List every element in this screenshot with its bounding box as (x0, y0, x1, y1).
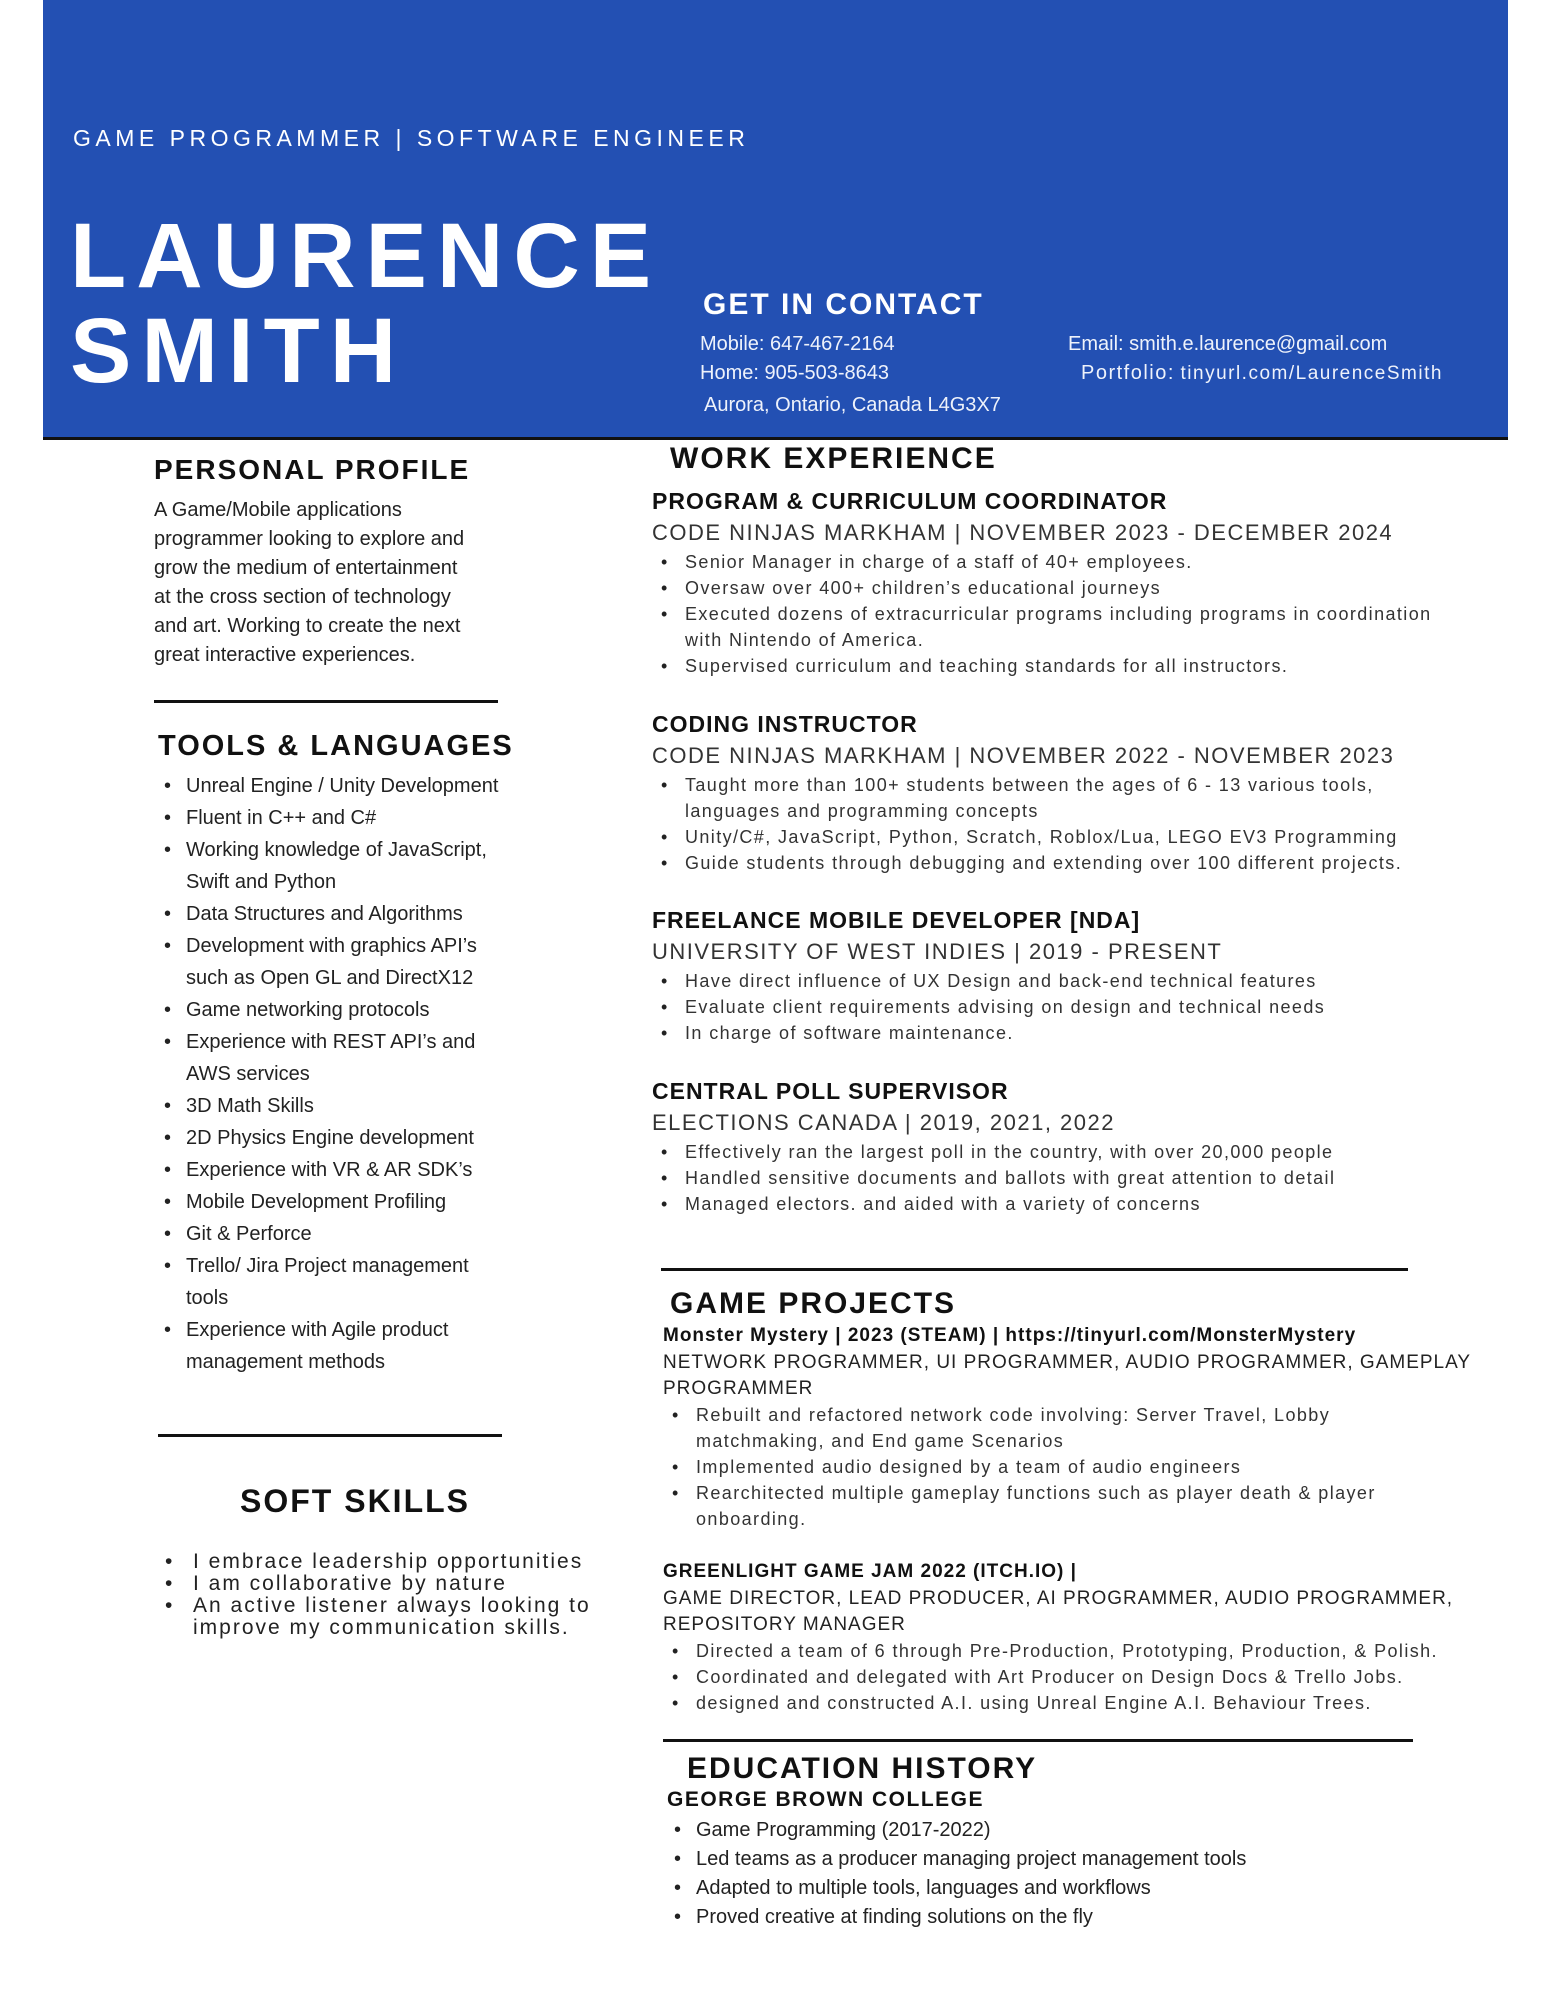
profile-line: at the cross section of technology (154, 586, 451, 608)
address: Aurora, Ontario, Canada L4G3X7 (704, 394, 1001, 416)
list-item: • Mobile Development Profiling (156, 1186, 536, 1218)
list-item: • Working knowledge of JavaScript, Swift and Python (156, 834, 536, 898)
list-item: • Unity/C#, JavaScript, Python, Scratch, Roblox/Lua, LEGO EV3 Programming (651, 824, 1501, 850)
list-item: • An active listener always looking to improve my communication skills. (163, 1595, 623, 1639)
list-item: • I embrace leadership opportunities (163, 1551, 623, 1573)
tools-title: TOOLS & LANGUAGES (158, 730, 514, 762)
project-roles: NETWORK PROGRAMMER, UI PROGRAMMER, AUDIO PROGRAMMER, GAMEPLAY PROGRAMMER (663, 1352, 1472, 1399)
job-org: ELECTIONS CANADA | 2019, 2021, 2022 (652, 1110, 1115, 1135)
job-bullets (651, 1139, 1501, 1217)
list-item: • Executed dozens of extracurricular programs including programs in coordination with Nintendo of America. (651, 601, 1501, 653)
school-name: GEORGE BROWN COLLEGE (667, 1788, 985, 1811)
list-item: • Unreal Engine / Unity Development (156, 770, 536, 802)
job-org: UNIVERSITY OF WEST INDIES | 2019 - PRESENT (652, 939, 1223, 964)
contact-title: GET IN CONTACT (703, 288, 984, 321)
list-item: • Handled sensitive documents and ballots with great attention to detail (651, 1165, 1501, 1191)
list-item: • Git & Perforce (156, 1218, 536, 1250)
job-title: CODING INSTRUCTOR (652, 711, 918, 737)
last-name: SMITH (70, 300, 407, 402)
list-item: • Experience with Agile product management methods (156, 1314, 536, 1378)
project-roles: GAME DIRECTOR, LEAD PRODUCER, AI PROGRAMMER, AUDIO PROGRAMMER, REPOSITORY MANAGER (663, 1588, 1454, 1635)
divider (663, 1739, 1413, 1742)
work-title: WORK EXPERIENCE (670, 442, 997, 475)
list-item: • Coordinated and delegated with Art Producer on Design Docs & Trello Jobs. (662, 1664, 1522, 1690)
soft-skills-title: SOFT SKILLS (240, 1483, 470, 1519)
list-item: • Game Programming (2017-2022) (666, 1816, 1466, 1845)
list-item: • Implemented audio designed by a team of audio engineers (662, 1454, 1502, 1480)
job-bullets (651, 549, 1501, 679)
job-org: CODE NINJAS MARKHAM | NOVEMBER 2022 - NOVEMBER 2023 (652, 743, 1395, 768)
list-item: • Senior Manager in charge of a staff of 40+ employees. (651, 549, 1501, 575)
list-item: • Adapted to multiple tools, languages and workflows (666, 1874, 1466, 1903)
profile-line: grow the medium of entertainment (154, 557, 458, 579)
list-item: • 2D Physics Engine development (156, 1122, 536, 1154)
portfolio-link[interactable]: tinyurl.com/LaurenceSmith (1180, 363, 1443, 384)
list-item: • Development with graphics API’s such as Open GL and DirectX12 (156, 930, 536, 994)
list-item: • Managed electors. and aided with a variety of concerns (651, 1191, 1501, 1217)
profile-line: A Game/Mobile applications (154, 499, 402, 521)
divider (158, 1434, 502, 1437)
list-item: • Evaluate client requirements advising on design and technical needs (651, 994, 1501, 1020)
project-bullets (662, 1638, 1522, 1716)
list-item: • Supervised curriculum and teaching standards for all instructors. (651, 653, 1501, 679)
education-list (666, 1816, 1466, 1932)
portfolio (1081, 362, 1443, 385)
job-subtitle: GAME PROGRAMMER | SOFTWARE ENGINEER (73, 125, 750, 151)
list-item: • 3D Math Skills (156, 1090, 536, 1122)
list-item: • Taught more than 100+ students between the ages of 6 - 13 various tools, languages and programming concepts (651, 772, 1501, 824)
list-item: • Trello/ Jira Project management tools (156, 1250, 536, 1314)
profile-title: PERSONAL PROFILE (154, 454, 471, 485)
job-org: CODE NINJAS MARKHAM | NOVEMBER 2023 - DECEMBER 2024 (652, 520, 1394, 545)
list-item: • In charge of software maintenance. (651, 1020, 1501, 1046)
project-title: GREENLIGHT GAME JAM 2022 (ITCH.IO) | (663, 1561, 1077, 1582)
job-bullets (651, 968, 1501, 1046)
list-item: • Fluent in C++ and C# (156, 802, 536, 834)
list-item: • Experience with REST API’s and AWS services (156, 1026, 536, 1090)
profile-text (154, 496, 494, 670)
job-title: CENTRAL POLL SUPERVISOR (652, 1078, 1009, 1104)
job-bullets (651, 772, 1501, 876)
list-item: • Rearchitected multiple gameplay functions such as player death & player onboarding. (662, 1480, 1502, 1532)
divider (154, 700, 498, 703)
list-item: • Directed a team of 6 through Pre-Production, Prototyping, Production, & Polish. (662, 1638, 1522, 1664)
project-title-link[interactable]: Monster Mystery | 2023 (STEAM) | https://tinyurl.com/MonsterMystery (663, 1325, 1357, 1346)
list-item: • Oversaw over 400+ children’s educational journeys (651, 575, 1501, 601)
list-item: • Led teams as a producer managing project management tools (666, 1845, 1466, 1874)
list-item: • Guide students through debugging and extending over 100 different projects. (651, 850, 1501, 876)
portfolio-label: Portfolio: (1081, 362, 1175, 384)
education-title: EDUCATION HISTORY (687, 1752, 1038, 1785)
list-item: • Rebuilt and refactored network code involving: Server Travel, Lobby matchmaking, and End game Scenarios (662, 1402, 1502, 1454)
email-link[interactable]: Email: smith.e.laurence@gmail.com (1068, 333, 1388, 355)
list-item: • I am collaborative by nature (163, 1573, 623, 1595)
profile-line: great interactive experiences. (154, 644, 416, 666)
tools-list (156, 770, 536, 1378)
list-item: • Proved creative at finding solutions on the fly (666, 1903, 1466, 1932)
profile-line: and art. Working to create the next (154, 615, 461, 637)
job-title: FREELANCE MOBILE DEVELOPER [NDA] (652, 907, 1141, 933)
soft-skills-list (163, 1551, 623, 1639)
job-title: PROGRAM & CURRICULUM COORDINATOR (652, 488, 1168, 514)
list-item: • Game networking protocols (156, 994, 536, 1026)
profile-line: programmer looking to explore and (154, 528, 465, 550)
first-name: LAURENCE (70, 205, 662, 307)
list-item: • Have direct influence of UX Design and back-end technical features (651, 968, 1501, 994)
project-bullets (662, 1402, 1502, 1532)
list-item: • designed and constructed A.I. using Unreal Engine A.I. Behaviour Trees. (662, 1690, 1522, 1716)
list-item: • Effectively ran the largest poll in the country, with over 20,000 people (651, 1139, 1501, 1165)
list-item: • Experience with VR & AR SDK’s (156, 1154, 536, 1186)
home-phone: Home: 905-503-8643 (700, 362, 890, 384)
divider (661, 1268, 1408, 1271)
mobile-phone: Mobile: 647-467-2164 (700, 333, 895, 355)
projects-title: GAME PROJECTS (670, 1287, 957, 1320)
list-item: • Data Structures and Algorithms (156, 898, 536, 930)
